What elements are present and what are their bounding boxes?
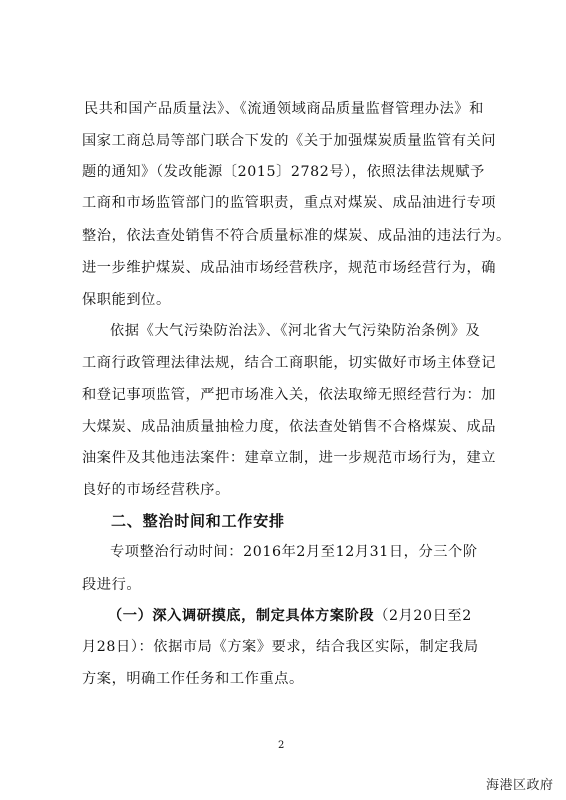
paragraph-1-line-4: 工商和市场监管部门的监管职责，重点对煤炭、成品油进行专项 bbox=[82, 195, 497, 211]
paragraph-2-line-6: 良好的市场经营秩序。 bbox=[82, 482, 230, 498]
paragraph-1-line-7: 保职能到位。 bbox=[82, 292, 171, 308]
paragraph-2-line-5: 油案件及其他违法案件：建章立制，进一步规范市场行为，建立 bbox=[82, 450, 497, 466]
paragraph-2-line-3: 和登记事项监管，严把市场准入关，依法取缔无照经营行为：加 bbox=[82, 387, 497, 403]
paragraph-1-line-6: 进一步维护煤炭、成品油市场经营秩序，规范市场经营行为，确 bbox=[82, 260, 497, 276]
section-heading: 二、整治时间和工作安排 bbox=[111, 512, 285, 530]
paragraph-4-date-range: （2月20日至2 bbox=[374, 608, 472, 624]
page-number: 2 bbox=[278, 740, 285, 751]
paragraph-4-line-3: 方案，明确工作任务和工作重点。 bbox=[82, 671, 304, 687]
paragraph-1-line-3: 题的通知》（发改能源〔2015〕2782号），依照法律法规赋予 bbox=[82, 164, 485, 180]
paragraph-3-line-1: 专项整治行动时间：2016年2月至12月31日，分三个阶 bbox=[110, 544, 478, 560]
paragraph-1-line-2: 国家工商总局等部门联合下发的《关于加强煤炭质量监管有关问 bbox=[82, 133, 497, 149]
paragraph-1-line-5: 整治，依法查处销售不符合质量标准的煤炭、成品油的违法行为。 bbox=[82, 228, 511, 244]
paragraph-4-line-1 bbox=[108, 607, 566, 625]
paragraph-2-line-1: 依据《大气污染防治法》、《河北省大气污染防治条例》及 bbox=[110, 323, 481, 339]
paragraph-3-line-2: 段进行。 bbox=[82, 577, 142, 593]
paragraph-1-line-1: 民共和国产品质量法》、《流通领域商品质量监督管理办法》和 bbox=[84, 101, 484, 117]
paragraph-4-bold-lead: （一）深入调研摸底，制定具体方案阶段 bbox=[108, 608, 375, 624]
paragraph-2-line-4: 大煤炭、成品油质量抽检力度，依法查处销售不合格煤炭、成品 bbox=[82, 419, 497, 435]
source-watermark: 海港区政府 bbox=[486, 778, 554, 793]
paragraph-4-line-2: 月28日）：依据市局《方案》要求，结合我区实际，制定我局 bbox=[82, 639, 479, 655]
paragraph-2-line-2: 工商行政管理法律法规，结合工商职能，切实做好市场主体登记 bbox=[82, 355, 497, 371]
